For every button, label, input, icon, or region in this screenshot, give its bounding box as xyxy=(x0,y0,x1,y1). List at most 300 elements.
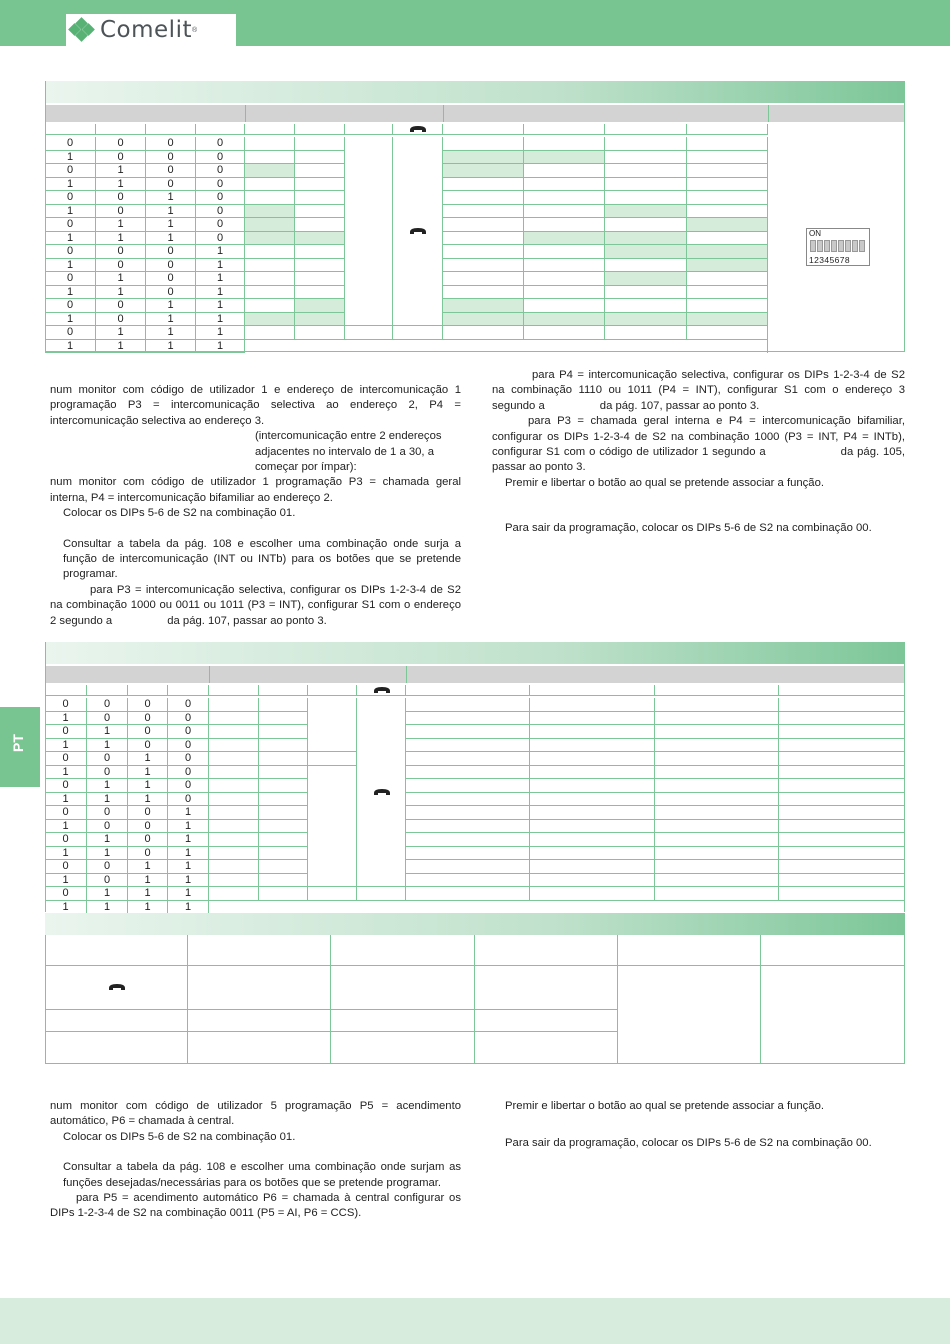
combo-digit: 0 xyxy=(87,860,128,874)
func-cell xyxy=(605,286,687,300)
btn-cell xyxy=(245,313,295,327)
combo-digit: 1 xyxy=(87,901,128,915)
combo-digit: 0 xyxy=(196,232,245,246)
s1-step5: Para sair da programação, colocar os DIPs 5-6 de S2 na combinação 00. xyxy=(505,522,872,535)
btn-cell xyxy=(245,326,295,340)
func-cell xyxy=(524,164,605,178)
s1-step2: Consultar a tabela da pág. 108 e escolher uma combinação onde surja a função de intercomunicação (INT ou INTb) para os botões que se pretende programar. xyxy=(63,537,461,581)
combo-digit: 0 xyxy=(128,698,168,712)
combo-digit: 1 xyxy=(96,286,146,300)
btn-cell xyxy=(295,191,345,205)
func-cell xyxy=(524,178,605,192)
func-cell xyxy=(655,874,779,888)
btn-cell xyxy=(245,205,295,219)
btn-cell xyxy=(209,725,259,739)
btn-cell xyxy=(209,779,259,793)
combo-digit: 1 xyxy=(168,901,209,915)
combo-digit: 1 xyxy=(146,205,196,219)
col-sep xyxy=(406,666,407,683)
func-header-cell xyxy=(475,935,618,966)
combo-digit: 0 xyxy=(96,313,146,327)
phone-handset-icon xyxy=(373,788,391,798)
func-cell xyxy=(779,698,905,712)
combo-digit: 0 xyxy=(146,164,196,178)
btn-cell xyxy=(308,887,357,901)
combo-digit: 1 xyxy=(128,752,168,766)
func-cell xyxy=(524,313,605,327)
dip-col-header xyxy=(87,685,128,696)
combo-digit: 0 xyxy=(146,259,196,273)
func-cell xyxy=(779,793,905,807)
combo-digit: 0 xyxy=(196,151,245,165)
footer-bar xyxy=(0,1298,950,1344)
func-cell xyxy=(655,779,779,793)
combo-digit: 1 xyxy=(168,874,209,888)
col-sep xyxy=(209,666,210,683)
btn-cell xyxy=(259,766,308,780)
combo-digit: 0 xyxy=(128,833,168,847)
merged-btn-cell xyxy=(393,137,443,326)
btn-cell xyxy=(393,326,443,340)
func-cell xyxy=(530,712,655,726)
btn-cell xyxy=(295,326,345,340)
combo-digit: 0 xyxy=(45,752,87,766)
func-cell xyxy=(443,151,524,165)
language-tab: PT xyxy=(0,707,40,787)
func-cell xyxy=(331,1032,475,1064)
func-cell xyxy=(605,245,687,259)
combo-digit: 0 xyxy=(45,887,87,901)
func-cell xyxy=(475,966,618,1010)
combo-digit: 0 xyxy=(146,272,196,286)
combo-digit: 0 xyxy=(146,137,196,151)
func-cell xyxy=(530,725,655,739)
combo-digit: 0 xyxy=(196,137,245,151)
combo-digit: 1 xyxy=(146,326,196,340)
func-cell xyxy=(524,137,605,151)
func-cell xyxy=(779,847,905,861)
func-cell xyxy=(530,806,655,820)
combo-digit: 0 xyxy=(45,860,87,874)
combo-digit: 0 xyxy=(87,766,128,780)
combo-digit: 0 xyxy=(168,752,209,766)
func-cell xyxy=(406,779,530,793)
btn-cell xyxy=(295,259,345,273)
func-cell xyxy=(655,847,779,861)
brand-reg: ® xyxy=(192,26,198,34)
func-cell xyxy=(443,178,524,192)
func-cell xyxy=(779,860,905,874)
merged-btn-cell xyxy=(357,698,406,887)
merged-btn-cell xyxy=(345,137,393,326)
btn-cell xyxy=(259,887,308,901)
s2-step1: Colocar os DIPs 5-6 de S2 na combinação 01. xyxy=(63,1130,296,1143)
func-cell xyxy=(406,874,530,888)
func-cell xyxy=(779,833,905,847)
combo-digit: 1 xyxy=(96,164,146,178)
btn-cell xyxy=(259,793,308,807)
func-cell xyxy=(524,299,605,313)
combo-digit: 1 xyxy=(168,820,209,834)
col-sep xyxy=(443,105,444,122)
btn-cell xyxy=(209,712,259,726)
combo-digit: 0 xyxy=(87,820,128,834)
func-cell xyxy=(530,698,655,712)
btn-cell xyxy=(295,164,345,178)
func-cell xyxy=(655,793,779,807)
func-cell xyxy=(331,966,475,1010)
func-cell xyxy=(524,326,605,340)
s1-example1: num monitor com código de utilizador 1 e endereço de intercomunicação 1 programação P3 = intercomunicação selectiva ao endereço 2, P4 = intercomunicação selectiva ao endereço 3. xyxy=(50,384,461,427)
func-cell xyxy=(779,779,905,793)
btn-cell xyxy=(295,286,345,300)
dip-col-header xyxy=(45,685,87,696)
func-cell xyxy=(524,151,605,165)
func-cell xyxy=(530,752,655,766)
btn-cell xyxy=(295,299,345,313)
s1-example2-intro: (intercomunicação entre 2 endereços adjacentes no intervalo de 1 a 30, a começar por ímpar): xyxy=(255,430,442,474)
merged-func-cell xyxy=(618,966,761,1064)
btn-col-header xyxy=(295,124,345,135)
btn-cell xyxy=(245,191,295,205)
func-cell xyxy=(443,272,524,286)
comelit-logo xyxy=(66,14,236,46)
func-cell xyxy=(524,272,605,286)
col-sep xyxy=(768,105,769,122)
btn-cell xyxy=(259,752,308,766)
func-cell xyxy=(605,205,687,219)
func-cell xyxy=(687,205,768,219)
func-cell xyxy=(524,218,605,232)
merged-btn-cell xyxy=(308,698,357,752)
func-header-cell xyxy=(618,935,761,966)
btn-cell xyxy=(209,860,259,874)
phone-handset-icon xyxy=(409,227,427,237)
combo-digit: 1 xyxy=(96,232,146,246)
func-col-header xyxy=(687,124,768,135)
func-cell xyxy=(655,887,779,901)
func-cell xyxy=(524,259,605,273)
btn-cell xyxy=(295,151,345,165)
combo-digit: 0 xyxy=(146,178,196,192)
combo-digit: 0 xyxy=(96,191,146,205)
btn-col-header xyxy=(245,124,295,135)
btn-cell xyxy=(209,739,259,753)
combo-digit: 0 xyxy=(196,164,245,178)
combo-digit: 1 xyxy=(168,860,209,874)
combo-digit: 1 xyxy=(96,326,146,340)
func-cell xyxy=(655,739,779,753)
combo-digit: 1 xyxy=(45,820,87,834)
phone-handset-icon xyxy=(373,686,391,696)
btn-cell xyxy=(209,833,259,847)
combo-digit: 1 xyxy=(128,887,168,901)
func-cell xyxy=(605,313,687,327)
btn-col-header xyxy=(308,685,357,696)
combo-digit: 1 xyxy=(96,218,146,232)
btn-cell xyxy=(209,752,259,766)
func-cell xyxy=(779,874,905,888)
func-cell xyxy=(605,259,687,273)
combo-digit: 1 xyxy=(96,340,146,354)
func-cell xyxy=(605,137,687,151)
s2-step5: Para sair da programação, colocar os DIPs 5-6 de S2 na combinação 00. xyxy=(505,1137,872,1150)
section2-left-text xyxy=(50,1099,461,1222)
combo-digit: 0 xyxy=(168,725,209,739)
btn-cell xyxy=(245,218,295,232)
func-cell xyxy=(687,232,768,246)
func-cell xyxy=(443,205,524,219)
combo-digit: 1 xyxy=(45,205,96,219)
btn-cell xyxy=(357,887,406,901)
func-cell xyxy=(406,725,530,739)
combo-digit: 0 xyxy=(96,151,146,165)
btn-cell xyxy=(259,806,308,820)
s2-step3: para P5 = acendimento automático P6 = chamada à central configurar os DIPs 1-2-3-4 de S2 na combinação 0011 (P5 = AI, P6 = CCS). xyxy=(50,1192,461,1220)
func-cell xyxy=(530,833,655,847)
func-cell xyxy=(188,1032,331,1064)
s1-step4: Premir e libertar o botão ao qual se pretende associar a função. xyxy=(505,476,825,489)
btn-cell xyxy=(295,245,345,259)
combo-digit: 0 xyxy=(96,259,146,273)
s1-step3b: para P4 = intercomunicação selectiva, configurar os DIPs 1-2-3-4 de S2 na combinação 1110 ou 1011 (P4 = INT), configurar S1 com o endereço 3 segundo a da pág. 107, passar ao ponto 3. xyxy=(492,369,905,412)
func-cell xyxy=(406,806,530,820)
combo-digit: 1 xyxy=(196,272,245,286)
combo-digit: 0 xyxy=(168,739,209,753)
func-cell xyxy=(530,779,655,793)
func-cell xyxy=(687,272,768,286)
combo-digit: 0 xyxy=(45,245,96,259)
btn-cell xyxy=(209,806,259,820)
btn-cell xyxy=(259,860,308,874)
btn-cell xyxy=(295,272,345,286)
combo-digit: 0 xyxy=(45,191,96,205)
brand-name: Comelit xyxy=(100,17,192,43)
combo-digit: 1 xyxy=(45,793,87,807)
dip-switch-diagram xyxy=(806,228,870,266)
combo-digit: 1 xyxy=(87,833,128,847)
s2-example: num monitor com código de utilizador 5 programação P5 = acendimento automático, P6 = chamada à central. xyxy=(50,1100,461,1128)
func-cell xyxy=(524,205,605,219)
func-cell xyxy=(605,191,687,205)
combo-digit: 1 xyxy=(196,245,245,259)
btn-cell xyxy=(245,286,295,300)
func-cell xyxy=(406,698,530,712)
btn-cell xyxy=(295,218,345,232)
func-cell xyxy=(655,820,779,834)
combo-digit: 1 xyxy=(168,833,209,847)
combo-digit: 1 xyxy=(87,847,128,861)
func-cell xyxy=(406,766,530,780)
func-cell xyxy=(406,860,530,874)
combo-digit: 0 xyxy=(168,766,209,780)
combo-digit: 1 xyxy=(146,340,196,354)
dip-col-header xyxy=(45,124,96,135)
combo-digit: 1 xyxy=(196,340,245,354)
func-cell xyxy=(406,739,530,753)
combo-digit: 0 xyxy=(87,752,128,766)
combo-digit: 1 xyxy=(45,313,96,327)
func-cell xyxy=(530,874,655,888)
func-cell xyxy=(406,752,530,766)
func-cell xyxy=(687,137,768,151)
func-cell xyxy=(443,164,524,178)
func-cell xyxy=(524,245,605,259)
combo-digit: 1 xyxy=(96,178,146,192)
func-cell xyxy=(443,245,524,259)
func-col-header xyxy=(524,124,605,135)
combo-digit: 1 xyxy=(45,901,87,915)
s1-example2: num monitor com código de utilizador 1 programação P3 = chamada geral interna, P4 = intercomunicação bifamiliar ao endereço 2. xyxy=(50,476,461,504)
func-cell xyxy=(530,887,655,901)
btn-cell xyxy=(295,313,345,327)
col-sep xyxy=(245,105,246,122)
func-col-header xyxy=(530,685,655,696)
func-cell xyxy=(406,847,530,861)
combo-digit: 0 xyxy=(128,712,168,726)
btn-cell xyxy=(209,766,259,780)
func-cell xyxy=(530,847,655,861)
section1-right-text xyxy=(492,368,905,537)
combo-digit: 0 xyxy=(45,218,96,232)
func-cell xyxy=(524,286,605,300)
combo-digit: 1 xyxy=(87,739,128,753)
combo-digit: 1 xyxy=(87,725,128,739)
btn-col-header xyxy=(393,124,443,135)
func-col-header xyxy=(605,124,687,135)
s2-step2: Consultar a tabela da pág. 108 e escolher uma combinação onde surjam as funções desejadas/necessárias para os botões que se pretende programar. xyxy=(63,1161,461,1189)
func-cell xyxy=(779,820,905,834)
combo-digit: 0 xyxy=(45,725,87,739)
func-header-cell xyxy=(331,935,475,966)
btn-col-header xyxy=(209,685,259,696)
combo-digit: 0 xyxy=(96,299,146,313)
s1-step3c: para P3 = chamada geral interna e P4 = intercomunicação bifamiliar, configurar os DIPs 1-2-3-4 de S2 na combinação 1000 (P3 = INT, P4 = INTb), configurar S1 com o código de utilizador 1 segundo a da pág. 105, passar ao ponto 3. xyxy=(492,415,905,474)
btn-cell xyxy=(259,847,308,861)
func-cell xyxy=(524,191,605,205)
btn-cell xyxy=(245,151,295,165)
dip-numbers: 12345678 xyxy=(809,255,851,265)
combo-digit: 1 xyxy=(146,232,196,246)
func-col-header xyxy=(406,685,530,696)
func-cell xyxy=(687,245,768,259)
dip-col-header xyxy=(96,124,146,135)
func-col-header xyxy=(779,685,905,696)
dip-col-header xyxy=(128,685,168,696)
combo-digit: 1 xyxy=(196,313,245,327)
func-cell xyxy=(188,966,331,1010)
btn-cell xyxy=(209,847,259,861)
combo-digit: 0 xyxy=(87,698,128,712)
btn-cell xyxy=(295,137,345,151)
s2-step4: Premir e libertar o botão ao qual se pretende associar a função. xyxy=(505,1100,825,1112)
combo-digit: 1 xyxy=(45,151,96,165)
func-cell xyxy=(530,820,655,834)
combo-digit: 1 xyxy=(45,712,87,726)
btn-cell xyxy=(295,178,345,192)
combo-digit: 0 xyxy=(196,178,245,192)
func-cell xyxy=(605,178,687,192)
combo-digit: 1 xyxy=(128,874,168,888)
func-cell xyxy=(779,712,905,726)
combo-digit: 0 xyxy=(96,245,146,259)
dip-switches xyxy=(810,240,865,252)
btn-cell xyxy=(209,820,259,834)
func-cell xyxy=(687,151,768,165)
btn-cell xyxy=(259,698,308,712)
combo-digit: 1 xyxy=(196,286,245,300)
combo-digit: 0 xyxy=(45,326,96,340)
combo-digit: 0 xyxy=(87,806,128,820)
func-cell xyxy=(45,1032,188,1064)
func-cell xyxy=(45,966,188,1010)
combo-digit: 0 xyxy=(168,698,209,712)
combo-digit: 1 xyxy=(168,806,209,820)
s1-step3a: para P3 = intercomunicação selectiva, configurar os DIPs 1-2-3-4 de S2 na combinação 1000 ou 0011 ou 1011 (P3 = INT), configurar S1 com o endereço 2 segundo a da pág. 107, passar ao ponto 3. xyxy=(50,583,461,627)
func-cell xyxy=(443,218,524,232)
func-cell xyxy=(406,820,530,834)
func-cell xyxy=(687,313,768,327)
func-cell xyxy=(530,766,655,780)
dip-col-header xyxy=(196,124,245,135)
func-cell xyxy=(779,806,905,820)
func-cell xyxy=(605,218,687,232)
dip-col-header xyxy=(146,124,196,135)
combo-digit: 1 xyxy=(87,793,128,807)
btn-cell xyxy=(295,232,345,246)
func-cell xyxy=(406,712,530,726)
btn-cell xyxy=(245,178,295,192)
func-cell xyxy=(655,806,779,820)
func-cell xyxy=(655,860,779,874)
combo-digit: 1 xyxy=(128,766,168,780)
func-cell xyxy=(605,232,687,246)
func-cell xyxy=(443,313,524,327)
func-cell xyxy=(188,1010,331,1032)
combo-digit: 0 xyxy=(196,218,245,232)
combo-digit: 0 xyxy=(146,151,196,165)
func-cell xyxy=(406,833,530,847)
combo-digit: 0 xyxy=(128,725,168,739)
dip-col-header xyxy=(168,685,209,696)
func-cell xyxy=(687,286,768,300)
func-cell xyxy=(443,191,524,205)
combo-digit: 1 xyxy=(45,340,96,354)
phone-handset-icon xyxy=(108,983,126,993)
combo-digit: 0 xyxy=(45,779,87,793)
section2-right-text xyxy=(492,1099,905,1152)
func-cell xyxy=(443,299,524,313)
btn-cell xyxy=(259,779,308,793)
s1-step1: Colocar os DIPs 5-6 de S2 na combinação 01. xyxy=(63,507,296,520)
func-header-cell xyxy=(45,935,188,966)
btn-cell xyxy=(259,820,308,834)
func-cell xyxy=(687,178,768,192)
func-cell xyxy=(524,232,605,246)
table3-title-band xyxy=(45,913,905,935)
combo-digit: 1 xyxy=(196,299,245,313)
func-cell xyxy=(655,725,779,739)
btn-cell xyxy=(209,793,259,807)
combo-digit: 1 xyxy=(196,259,245,273)
blank-row xyxy=(245,340,768,354)
combo-digit: 0 xyxy=(45,698,87,712)
func-cell xyxy=(779,739,905,753)
combo-digit: 1 xyxy=(128,779,168,793)
func-cell xyxy=(687,259,768,273)
combo-digit: 0 xyxy=(128,806,168,820)
func-cell xyxy=(605,164,687,178)
